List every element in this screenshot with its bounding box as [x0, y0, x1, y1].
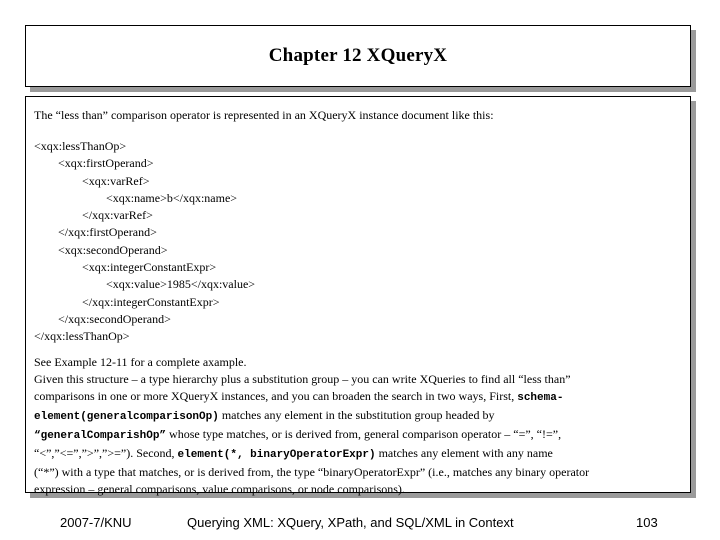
code-line: </xqx:firstOperand>: [34, 225, 157, 240]
code-inline: schema-: [517, 391, 564, 404]
title-box: [25, 25, 691, 87]
para-line: [34, 388, 682, 407]
code-line: <xqx:value>1985</xqx:value>: [34, 277, 256, 292]
para-text: comparisons in one or more XQueryX instances, and you can broaden the search in two ways, First,: [34, 388, 518, 403]
code-line: <xqx:firstOperand>: [34, 156, 154, 171]
code-line: <xqx:varRef>: [34, 173, 150, 188]
code-line: <xqx:name>b</xqx:name>: [34, 190, 238, 205]
code-line: </xqx:integerConstantExpr>: [34, 294, 220, 309]
para-line: [34, 445, 682, 464]
footer-course-title: Querying XML: XQuery, XPath, and SQL/XML in Context: [187, 515, 514, 530]
page-number: 103: [636, 515, 658, 530]
code-line: <xqx:secondOperand>: [34, 242, 168, 257]
code-inline: element(*, binaryOperatorExpr): [177, 448, 376, 461]
para-line: (“*”) with a type that matches, or is derived from, the type “binaryOperatorExpr” (i.e., matches any binary operator: [34, 464, 590, 479]
intro-text: The “less than” comparison operator is represented in an XQueryX instance document like this:: [34, 108, 494, 122]
para-line: [34, 426, 682, 445]
slide-title: Chapter 12 XQueryX: [268, 45, 448, 66]
footer: [0, 515, 720, 535]
code-line: </xqx:varRef>: [34, 208, 153, 223]
para-line: Given this structure – a type hierarchy plus a substitution group – you can write XQueries to find all “less than”: [34, 371, 571, 386]
para-line: expression – general comparisons, value comparisons, or node comparisons).: [34, 481, 405, 496]
para-line: See Example 12-11 for a complete axample.: [34, 354, 247, 369]
code-line: <xqx:lessThanOp>: [34, 139, 127, 153]
content-box: [25, 96, 691, 496]
para-text: “<”,”<=”,”>”,”>=”). Second,: [34, 445, 178, 460]
code-line: </xqx:lessThanOp>: [34, 329, 130, 344]
para-text: matches any element with any name: [375, 445, 553, 460]
code-line: <xqx:integerConstantExpr>: [34, 260, 217, 275]
para-text: matches any element in the substitution group headed by: [218, 407, 495, 422]
para-line: [34, 407, 682, 426]
code-inline: “generalComparishOp”: [34, 429, 167, 442]
code-inline: element(generalcomparisonOp): [34, 410, 219, 423]
para-text: whose type matches, or is derived from, general comparison operator – “=”, “!=”,: [166, 426, 562, 441]
footer-date: 2007-7/KNU: [60, 515, 132, 530]
explanation-paragraph: [34, 354, 682, 498]
code-line: </xqx:secondOperand>: [34, 311, 171, 326]
xml-code-block: [34, 138, 682, 346]
